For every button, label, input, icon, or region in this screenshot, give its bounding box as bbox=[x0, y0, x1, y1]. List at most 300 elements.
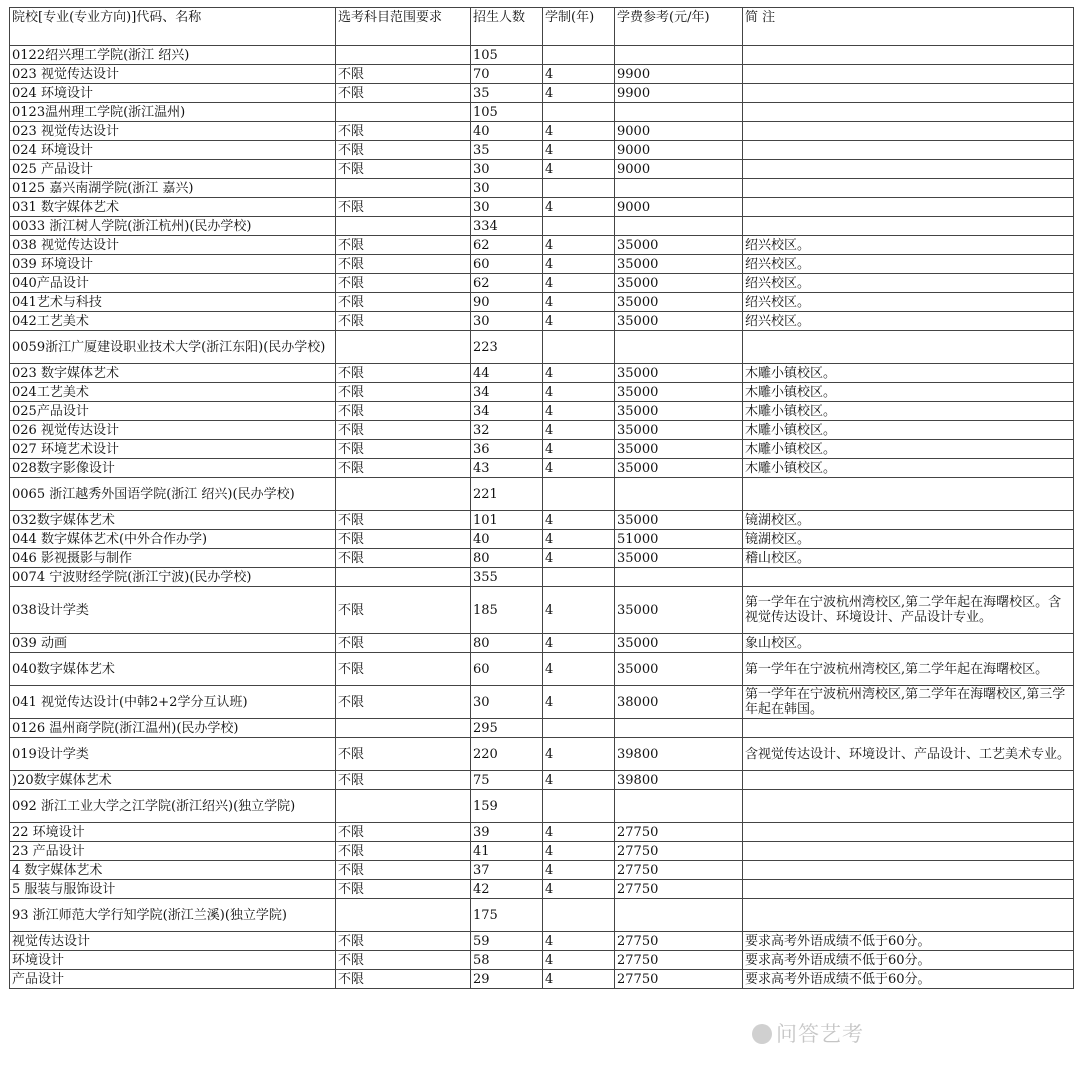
program-cell: 0125 嘉兴南湖学院(浙江 嘉兴) bbox=[10, 179, 336, 198]
enrollment-cell: 105 bbox=[471, 46, 543, 65]
program-cell: 0033 浙江树人学院(浙江杭州)(民办学校) bbox=[10, 217, 336, 236]
program-cell: 044 数字媒体艺术(中外合作办学) bbox=[10, 530, 336, 549]
program-row bbox=[10, 880, 1074, 899]
requirement-cell bbox=[336, 103, 471, 122]
requirement-cell: 不限 bbox=[336, 421, 471, 440]
note-cell: 绍兴校区。 bbox=[743, 236, 1074, 255]
program-cell: 024 环境设计 bbox=[10, 84, 336, 103]
note-cell: 镜湖校区。 bbox=[743, 511, 1074, 530]
header-cell: 学制(年) bbox=[543, 8, 615, 46]
tuition-cell: 9000 bbox=[615, 141, 743, 160]
duration-cell: 4 bbox=[543, 65, 615, 84]
enrollment-cell: 101 bbox=[471, 511, 543, 530]
program-cell: 031 数字媒体艺术 bbox=[10, 198, 336, 217]
tuition-cell: 35000 bbox=[615, 459, 743, 478]
requirement-cell: 不限 bbox=[336, 932, 471, 951]
note-cell bbox=[743, 719, 1074, 738]
institution-row bbox=[10, 478, 1074, 511]
requirement-cell: 不限 bbox=[336, 970, 471, 989]
duration-cell bbox=[543, 103, 615, 122]
note-cell bbox=[743, 568, 1074, 587]
duration-cell: 4 bbox=[543, 880, 615, 899]
tuition-cell bbox=[615, 568, 743, 587]
program-row bbox=[10, 402, 1074, 421]
program-cell: 93 浙江师范大学行知学院(浙江兰溪)(独立学院) bbox=[10, 899, 336, 932]
program-cell: 0126 温州商学院(浙江温州)(民办学校) bbox=[10, 719, 336, 738]
enrollment-cell: 40 bbox=[471, 122, 543, 141]
tuition-cell: 27750 bbox=[615, 842, 743, 861]
program-cell: 023 视觉传达设计 bbox=[10, 65, 336, 84]
program-row bbox=[10, 236, 1074, 255]
duration-cell bbox=[543, 719, 615, 738]
tuition-cell: 9000 bbox=[615, 198, 743, 217]
program-row bbox=[10, 738, 1074, 771]
enrollment-cell: 30 bbox=[471, 686, 543, 719]
duration-cell: 4 bbox=[543, 255, 615, 274]
duration-cell: 4 bbox=[543, 293, 615, 312]
enrollment-cell: 185 bbox=[471, 587, 543, 634]
program-row bbox=[10, 293, 1074, 312]
duration-cell bbox=[543, 790, 615, 823]
duration-cell: 4 bbox=[543, 274, 615, 293]
enrollment-cell: 37 bbox=[471, 861, 543, 880]
table-header-row bbox=[10, 8, 1074, 46]
note-cell: 象山校区。 bbox=[743, 634, 1074, 653]
tuition-cell: 35000 bbox=[615, 549, 743, 568]
program-cell: 039 动画 bbox=[10, 634, 336, 653]
note-cell bbox=[743, 861, 1074, 880]
enrollment-cell: 36 bbox=[471, 440, 543, 459]
duration-cell: 4 bbox=[543, 440, 615, 459]
tuition-cell: 27750 bbox=[615, 932, 743, 951]
tuition-cell bbox=[615, 46, 743, 65]
requirement-cell bbox=[336, 217, 471, 236]
tuition-cell: 39800 bbox=[615, 771, 743, 790]
requirement-cell: 不限 bbox=[336, 861, 471, 880]
note-cell bbox=[743, 823, 1074, 842]
note-cell: 木雕小镇校区。 bbox=[743, 421, 1074, 440]
tuition-cell: 27750 bbox=[615, 951, 743, 970]
duration-cell: 4 bbox=[543, 549, 615, 568]
note-cell bbox=[743, 84, 1074, 103]
tuition-cell: 51000 bbox=[615, 530, 743, 549]
duration-cell: 4 bbox=[543, 160, 615, 179]
duration-cell: 4 bbox=[543, 932, 615, 951]
note-cell bbox=[743, 160, 1074, 179]
duration-cell: 4 bbox=[543, 141, 615, 160]
admissions-table bbox=[9, 7, 1074, 989]
note-cell bbox=[743, 141, 1074, 160]
tuition-cell: 9900 bbox=[615, 65, 743, 84]
requirement-cell: 不限 bbox=[336, 549, 471, 568]
program-cell: 0065 浙江越秀外国语学院(浙江 绍兴)(民办学校) bbox=[10, 478, 336, 511]
tuition-cell: 35000 bbox=[615, 312, 743, 331]
enrollment-cell: 35 bbox=[471, 141, 543, 160]
duration-cell: 4 bbox=[543, 653, 615, 686]
program-row bbox=[10, 160, 1074, 179]
enrollment-cell: 90 bbox=[471, 293, 543, 312]
requirement-cell: 不限 bbox=[336, 459, 471, 478]
enrollment-cell: 62 bbox=[471, 236, 543, 255]
requirement-cell: 不限 bbox=[336, 236, 471, 255]
note-cell: 要求高考外语成绩不低于60分。 bbox=[743, 951, 1074, 970]
program-cell: 5 服装与服饰设计 bbox=[10, 880, 336, 899]
note-cell bbox=[743, 65, 1074, 84]
tuition-cell bbox=[615, 478, 743, 511]
duration-cell: 4 bbox=[543, 511, 615, 530]
program-cell: 环境设计 bbox=[10, 951, 336, 970]
tuition-cell: 35000 bbox=[615, 511, 743, 530]
program-cell: 0074 宁波财经学院(浙江宁波)(民办学校) bbox=[10, 568, 336, 587]
requirement-cell: 不限 bbox=[336, 65, 471, 84]
institution-row bbox=[10, 179, 1074, 198]
program-cell: 023 视觉传达设计 bbox=[10, 122, 336, 141]
program-cell: 046 影视摄影与制作 bbox=[10, 549, 336, 568]
requirement-cell: 不限 bbox=[336, 122, 471, 141]
program-cell: 040数字媒体艺术 bbox=[10, 653, 336, 686]
program-cell: 092 浙江工业大学之江学院(浙江绍兴)(独立学院) bbox=[10, 790, 336, 823]
enrollment-cell: 42 bbox=[471, 880, 543, 899]
duration-cell: 4 bbox=[543, 951, 615, 970]
enrollment-cell: 80 bbox=[471, 634, 543, 653]
requirement-cell bbox=[336, 331, 471, 364]
duration-cell: 4 bbox=[543, 587, 615, 634]
duration-cell: 4 bbox=[543, 970, 615, 989]
duration-cell: 4 bbox=[543, 861, 615, 880]
requirement-cell: 不限 bbox=[336, 84, 471, 103]
requirement-cell bbox=[336, 179, 471, 198]
requirement-cell bbox=[336, 46, 471, 65]
program-cell: 024工艺美术 bbox=[10, 383, 336, 402]
enrollment-cell: 75 bbox=[471, 771, 543, 790]
duration-cell: 4 bbox=[543, 738, 615, 771]
institution-row bbox=[10, 103, 1074, 122]
program-cell: 4 数字媒体艺术 bbox=[10, 861, 336, 880]
program-row bbox=[10, 634, 1074, 653]
enrollment-cell: 159 bbox=[471, 790, 543, 823]
header-cell: 院校[专业(专业方向)]代码、名称 bbox=[10, 8, 336, 46]
tuition-cell: 35000 bbox=[615, 587, 743, 634]
program-cell: 23 产品设计 bbox=[10, 842, 336, 861]
duration-cell: 4 bbox=[543, 122, 615, 141]
program-row bbox=[10, 255, 1074, 274]
program-row bbox=[10, 861, 1074, 880]
enrollment-cell: 59 bbox=[471, 932, 543, 951]
enrollment-cell: 295 bbox=[471, 719, 543, 738]
duration-cell: 4 bbox=[543, 823, 615, 842]
note-cell bbox=[743, 217, 1074, 236]
duration-cell: 4 bbox=[543, 686, 615, 719]
program-cell: 027 环境艺术设计 bbox=[10, 440, 336, 459]
tuition-cell bbox=[615, 179, 743, 198]
program-cell: )20数字媒体艺术 bbox=[10, 771, 336, 790]
tuition-cell: 35000 bbox=[615, 364, 743, 383]
duration-cell: 4 bbox=[543, 364, 615, 383]
enrollment-cell: 39 bbox=[471, 823, 543, 842]
institution-row bbox=[10, 719, 1074, 738]
enrollment-cell: 105 bbox=[471, 103, 543, 122]
requirement-cell: 不限 bbox=[336, 383, 471, 402]
duration-cell: 4 bbox=[543, 634, 615, 653]
program-cell: 039 环境设计 bbox=[10, 255, 336, 274]
note-cell: 第一学年在宁波杭州湾校区,第二学年起在海曙校区。 bbox=[743, 653, 1074, 686]
duration-cell: 4 bbox=[543, 402, 615, 421]
enrollment-cell: 40 bbox=[471, 530, 543, 549]
duration-cell: 4 bbox=[543, 421, 615, 440]
enrollment-cell: 60 bbox=[471, 255, 543, 274]
note-cell bbox=[743, 179, 1074, 198]
program-cell: 019设计学类 bbox=[10, 738, 336, 771]
enrollment-cell: 223 bbox=[471, 331, 543, 364]
program-row bbox=[10, 823, 1074, 842]
duration-cell bbox=[543, 179, 615, 198]
enrollment-cell: 60 bbox=[471, 653, 543, 686]
note-cell: 要求高考外语成绩不低于60分。 bbox=[743, 932, 1074, 951]
duration-cell bbox=[543, 478, 615, 511]
tuition-cell: 38000 bbox=[615, 686, 743, 719]
requirement-cell: 不限 bbox=[336, 141, 471, 160]
program-row bbox=[10, 421, 1074, 440]
program-row bbox=[10, 951, 1074, 970]
header-cell: 学费参考(元/年) bbox=[615, 8, 743, 46]
program-cell: 024 环境设计 bbox=[10, 141, 336, 160]
note-cell: 木雕小镇校区。 bbox=[743, 364, 1074, 383]
requirement-cell bbox=[336, 899, 471, 932]
tuition-cell bbox=[615, 719, 743, 738]
note-cell bbox=[743, 842, 1074, 861]
tuition-cell bbox=[615, 331, 743, 364]
program-row bbox=[10, 383, 1074, 402]
enrollment-cell: 30 bbox=[471, 198, 543, 217]
program-cell: 041 视觉传达设计(中韩2+2学分互认班) bbox=[10, 686, 336, 719]
requirement-cell: 不限 bbox=[336, 312, 471, 331]
requirement-cell bbox=[336, 568, 471, 587]
program-row bbox=[10, 970, 1074, 989]
enrollment-cell: 175 bbox=[471, 899, 543, 932]
requirement-cell: 不限 bbox=[336, 738, 471, 771]
tuition-cell: 35000 bbox=[615, 440, 743, 459]
wechat-official-account-icon bbox=[752, 1024, 772, 1044]
tuition-cell: 35000 bbox=[615, 236, 743, 255]
program-cell: 22 环境设计 bbox=[10, 823, 336, 842]
program-row bbox=[10, 141, 1074, 160]
program-row bbox=[10, 274, 1074, 293]
duration-cell bbox=[543, 568, 615, 587]
program-cell: 040产品设计 bbox=[10, 274, 336, 293]
requirement-cell bbox=[336, 478, 471, 511]
program-row bbox=[10, 84, 1074, 103]
enrollment-cell: 355 bbox=[471, 568, 543, 587]
watermark-text: 问答艺考 bbox=[776, 1022, 864, 1046]
program-row bbox=[10, 65, 1074, 84]
requirement-cell: 不限 bbox=[336, 587, 471, 634]
note-cell: 第一学年在宁波杭州湾校区,第二学年起在海曙校区。含视觉传达设计、环境设计、产品设计专业。 bbox=[743, 587, 1074, 634]
enrollment-cell: 44 bbox=[471, 364, 543, 383]
note-cell bbox=[743, 103, 1074, 122]
note-cell: 要求高考外语成绩不低于60分。 bbox=[743, 970, 1074, 989]
duration-cell bbox=[543, 899, 615, 932]
program-row bbox=[10, 459, 1074, 478]
program-cell: 0122绍兴理工学院(浙江 绍兴) bbox=[10, 46, 336, 65]
tuition-cell: 9000 bbox=[615, 122, 743, 141]
requirement-cell: 不限 bbox=[336, 198, 471, 217]
requirement-cell: 不限 bbox=[336, 440, 471, 459]
tuition-cell: 35000 bbox=[615, 383, 743, 402]
program-row bbox=[10, 312, 1074, 331]
program-cell: 026 视觉传达设计 bbox=[10, 421, 336, 440]
note-cell: 绍兴校区。 bbox=[743, 293, 1074, 312]
note-cell: 绍兴校区。 bbox=[743, 274, 1074, 293]
program-row bbox=[10, 198, 1074, 217]
enrollment-cell: 80 bbox=[471, 549, 543, 568]
requirement-cell: 不限 bbox=[336, 530, 471, 549]
duration-cell: 4 bbox=[543, 771, 615, 790]
program-cell: 025 产品设计 bbox=[10, 160, 336, 179]
enrollment-cell: 30 bbox=[471, 179, 543, 198]
program-cell: 023 数字媒体艺术 bbox=[10, 364, 336, 383]
enrollment-cell: 29 bbox=[471, 970, 543, 989]
requirement-cell: 不限 bbox=[336, 160, 471, 179]
program-cell: 028数字影像设计 bbox=[10, 459, 336, 478]
institution-row bbox=[10, 568, 1074, 587]
note-cell bbox=[743, 198, 1074, 217]
tuition-cell: 27750 bbox=[615, 970, 743, 989]
enrollment-cell: 35 bbox=[471, 84, 543, 103]
requirement-cell: 不限 bbox=[336, 686, 471, 719]
note-cell bbox=[743, 46, 1074, 65]
program-cell: 0059浙江广厦建设职业技术大学(浙江东阳)(民办学校) bbox=[10, 331, 336, 364]
tuition-cell: 35000 bbox=[615, 402, 743, 421]
requirement-cell: 不限 bbox=[336, 880, 471, 899]
note-cell bbox=[743, 478, 1074, 511]
note-cell: 绍兴校区。 bbox=[743, 255, 1074, 274]
program-row bbox=[10, 771, 1074, 790]
header-cell: 选考科目范围要求 bbox=[336, 8, 471, 46]
enrollment-cell: 70 bbox=[471, 65, 543, 84]
requirement-cell: 不限 bbox=[336, 653, 471, 686]
program-row bbox=[10, 530, 1074, 549]
note-cell: 木雕小镇校区。 bbox=[743, 402, 1074, 421]
program-cell: 042工艺美术 bbox=[10, 312, 336, 331]
note-cell bbox=[743, 331, 1074, 364]
note-cell: 镜湖校区。 bbox=[743, 530, 1074, 549]
header-cell: 招生人数 bbox=[471, 8, 543, 46]
requirement-cell: 不限 bbox=[336, 364, 471, 383]
note-cell: 木雕小镇校区。 bbox=[743, 459, 1074, 478]
requirement-cell: 不限 bbox=[336, 511, 471, 530]
tuition-cell: 35000 bbox=[615, 255, 743, 274]
program-row bbox=[10, 932, 1074, 951]
tuition-cell: 39800 bbox=[615, 738, 743, 771]
requirement-cell: 不限 bbox=[336, 402, 471, 421]
tuition-cell: 27750 bbox=[615, 880, 743, 899]
note-cell: 木雕小镇校区。 bbox=[743, 383, 1074, 402]
institution-row bbox=[10, 790, 1074, 823]
program-cell: 038设计学类 bbox=[10, 587, 336, 634]
institution-row bbox=[10, 331, 1074, 364]
enrollment-cell: 58 bbox=[471, 951, 543, 970]
tuition-cell bbox=[615, 899, 743, 932]
note-cell bbox=[743, 790, 1074, 823]
requirement-cell: 不限 bbox=[336, 951, 471, 970]
duration-cell bbox=[543, 331, 615, 364]
program-row bbox=[10, 364, 1074, 383]
duration-cell bbox=[543, 46, 615, 65]
enrollment-cell: 34 bbox=[471, 402, 543, 421]
program-row bbox=[10, 440, 1074, 459]
enrollment-cell: 30 bbox=[471, 160, 543, 179]
program-cell: 视觉传达设计 bbox=[10, 932, 336, 951]
duration-cell: 4 bbox=[543, 530, 615, 549]
duration-cell: 4 bbox=[543, 312, 615, 331]
institution-row bbox=[10, 899, 1074, 932]
institution-row bbox=[10, 217, 1074, 236]
tuition-cell: 35000 bbox=[615, 653, 743, 686]
requirement-cell: 不限 bbox=[336, 634, 471, 653]
duration-cell: 4 bbox=[543, 383, 615, 402]
enrollment-cell: 32 bbox=[471, 421, 543, 440]
enrollment-cell: 34 bbox=[471, 383, 543, 402]
tuition-cell: 35000 bbox=[615, 634, 743, 653]
program-cell: 产品设计 bbox=[10, 970, 336, 989]
enrollment-cell: 220 bbox=[471, 738, 543, 771]
program-row bbox=[10, 587, 1074, 634]
duration-cell: 4 bbox=[543, 198, 615, 217]
requirement-cell bbox=[336, 719, 471, 738]
duration-cell: 4 bbox=[543, 84, 615, 103]
requirement-cell: 不限 bbox=[336, 823, 471, 842]
enrollment-cell: 62 bbox=[471, 274, 543, 293]
tuition-cell: 27750 bbox=[615, 861, 743, 880]
watermark bbox=[752, 1018, 864, 1048]
program-row bbox=[10, 842, 1074, 861]
header-cell: 简 注 bbox=[743, 8, 1074, 46]
tuition-cell: 27750 bbox=[615, 823, 743, 842]
duration-cell: 4 bbox=[543, 459, 615, 478]
tuition-cell bbox=[615, 790, 743, 823]
program-cell: 025产品设计 bbox=[10, 402, 336, 421]
enrollment-cell: 30 bbox=[471, 312, 543, 331]
note-cell bbox=[743, 880, 1074, 899]
duration-cell bbox=[543, 217, 615, 236]
enrollment-cell: 221 bbox=[471, 478, 543, 511]
requirement-cell bbox=[336, 790, 471, 823]
requirement-cell: 不限 bbox=[336, 771, 471, 790]
program-row bbox=[10, 653, 1074, 686]
tuition-cell: 9000 bbox=[615, 160, 743, 179]
note-cell bbox=[743, 771, 1074, 790]
program-cell: 038 视觉传达设计 bbox=[10, 236, 336, 255]
tuition-cell: 35000 bbox=[615, 274, 743, 293]
program-cell: 0123温州理工学院(浙江温州) bbox=[10, 103, 336, 122]
program-cell: 032数字媒体艺术 bbox=[10, 511, 336, 530]
requirement-cell: 不限 bbox=[336, 842, 471, 861]
tuition-cell: 35000 bbox=[615, 421, 743, 440]
requirement-cell: 不限 bbox=[336, 274, 471, 293]
program-row bbox=[10, 511, 1074, 530]
note-cell: 含视觉传达设计、环境设计、产品设计、工艺美术专业。 bbox=[743, 738, 1074, 771]
duration-cell: 4 bbox=[543, 236, 615, 255]
tuition-cell bbox=[615, 103, 743, 122]
program-cell: 041艺术与科技 bbox=[10, 293, 336, 312]
requirement-cell: 不限 bbox=[336, 293, 471, 312]
institution-row bbox=[10, 46, 1074, 65]
program-row bbox=[10, 686, 1074, 719]
program-row bbox=[10, 549, 1074, 568]
note-cell: 绍兴校区。 bbox=[743, 312, 1074, 331]
program-row bbox=[10, 122, 1074, 141]
note-cell bbox=[743, 899, 1074, 932]
